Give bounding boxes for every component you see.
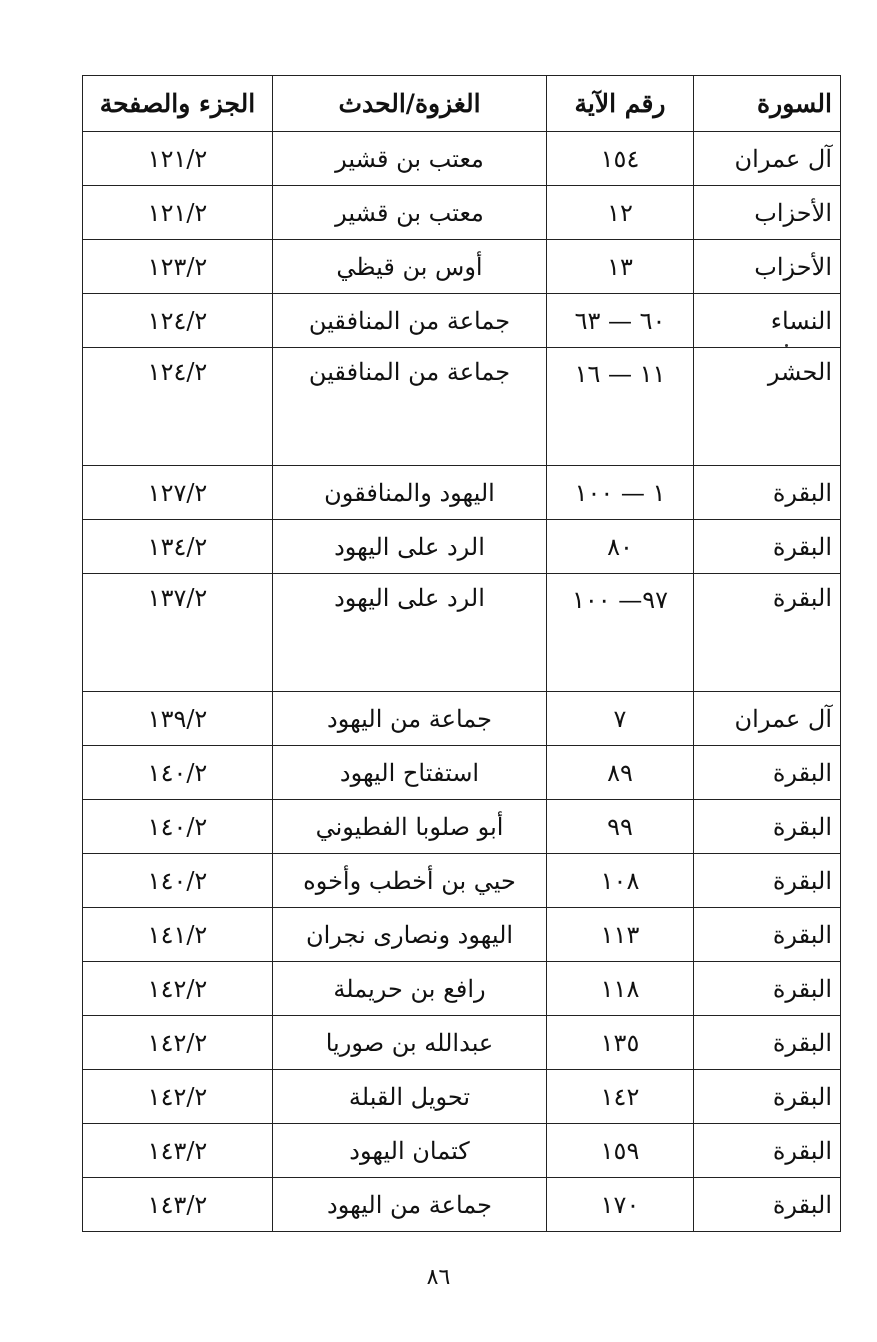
cell-surah: البقرة [694,800,841,854]
cell-event: الرد على اليهود [273,574,547,692]
cell-surah: البقرة [694,520,841,574]
cell-page: ١٢٤/٢ [83,294,273,348]
cell-page: ١٤٢/٢ [83,1070,273,1124]
cell-verse: ١٢ [547,186,694,240]
header-page: الجزء والصفحة [83,76,273,132]
cell-surah: البقرة [694,908,841,962]
cell-page: ١٤١/٢ [83,908,273,962]
cell-surah: البقرة [694,962,841,1016]
cell-event: رافع بن حريملة [273,962,547,1016]
cell-event: جماعة من اليهود [273,1178,547,1232]
cell-surah: البقرة [694,574,841,692]
cell-surah: آل عمران [694,132,841,186]
cell-page: ١٤٣/٢ [83,1124,273,1178]
cell-verse: ٩٩ [547,800,694,854]
cell-verse: ١٧٠ [547,1178,694,1232]
table-row [83,692,841,746]
table-row [83,240,841,294]
table-row [83,294,841,348]
table-row [83,574,841,692]
cell-page: ١٤٣/٢ [83,1178,273,1232]
cell-page: ١٣٤/٢ [83,520,273,574]
cell-page: ١٢١/٢ [83,132,273,186]
cell-page: ١٢٤/٢ [83,348,273,466]
cell-page: ١٢٣/٢ [83,240,273,294]
table-row [83,1070,841,1124]
cell-surah: البقرة [694,854,841,908]
stray-dot [785,344,788,347]
cell-verse: ٩٧— ١٠٠ [547,574,694,692]
cell-surah: البقرة [694,466,841,520]
cell-event: معتب بن قشير [273,186,547,240]
cell-event: اليهود والمنافقون [273,466,547,520]
verses-table [82,75,841,1232]
header-event: الغزوة/الحدث [273,76,547,132]
cell-page: ١٣٩/٢ [83,692,273,746]
cell-event: كتمان اليهود [273,1124,547,1178]
table-row [83,1016,841,1070]
table-row [83,466,841,520]
cell-verse: ١١ — ١٦ [547,348,694,466]
cell-verse: ٦٠ — ٦٣ [547,294,694,348]
table-row [83,1178,841,1232]
cell-verse: ٨٠ [547,520,694,574]
cell-page: ١٤٠/٢ [83,746,273,800]
cell-surah: البقرة [694,1178,841,1232]
cell-surah: الحشر [694,348,841,466]
table-header-row [83,76,841,132]
table-row [83,348,841,466]
cell-verse: ١٥٩ [547,1124,694,1178]
cell-event: استفتاح اليهود [273,746,547,800]
cell-event: عبدالله بن صوريا [273,1016,547,1070]
table-row [83,962,841,1016]
cell-verse: ١٣٥ [547,1016,694,1070]
cell-page: ١٤٠/٢ [83,854,273,908]
cell-surah: البقرة [694,1016,841,1070]
table-row [83,186,841,240]
cell-page: ١٣٧/٢ [83,574,273,692]
cell-surah: البقرة [694,1124,841,1178]
cell-verse: ١٤٢ [547,1070,694,1124]
table-row [83,132,841,186]
cell-verse: ١١٣ [547,908,694,962]
cell-surah: البقرة [694,1070,841,1124]
cell-verse: ١٠٨ [547,854,694,908]
table-row [83,908,841,962]
cell-surah: الأحزاب [694,186,841,240]
table-row [83,1124,841,1178]
cell-surah: النساء [694,294,841,348]
cell-event: تحويل القبلة [273,1070,547,1124]
cell-verse: ١ — ١٠٠ [547,466,694,520]
table-row [83,854,841,908]
cell-page: ١٤٢/٢ [83,962,273,1016]
cell-page: ١٤٠/٢ [83,800,273,854]
cell-page: ١٢٧/٢ [83,466,273,520]
table-row [83,800,841,854]
cell-page: ١٤٢/٢ [83,1016,273,1070]
cell-event: معتب بن قشير [273,132,547,186]
cell-verse: ١٥٤ [547,132,694,186]
cell-event: اليهود ونصارى نجران [273,908,547,962]
cell-event: جماعة من اليهود [273,692,547,746]
header-verse: رقم الآية [547,76,694,132]
cell-event: جماعة من المنافقين [273,348,547,466]
cell-verse: ٧ [547,692,694,746]
header-surah: السورة [694,76,841,132]
cell-surah: البقرة [694,746,841,800]
cell-verse: ٨٩ [547,746,694,800]
page-number: ٨٦ [426,1265,451,1290]
cell-event: الرد على اليهود [273,520,547,574]
cell-page: ١٢١/٢ [83,186,273,240]
cell-event: أبو صلوبا الفطيوني [273,800,547,854]
cell-surah: آل عمران [694,692,841,746]
table-row [83,520,841,574]
cell-verse: ١١٨ [547,962,694,1016]
cell-surah: الأحزاب [694,240,841,294]
cell-verse: ١٣ [547,240,694,294]
cell-event: جماعة من المنافقين [273,294,547,348]
cell-event: حيي بن أخطب وأخوه [273,854,547,908]
table-row [83,746,841,800]
cell-event: أوس بن قيظي [273,240,547,294]
